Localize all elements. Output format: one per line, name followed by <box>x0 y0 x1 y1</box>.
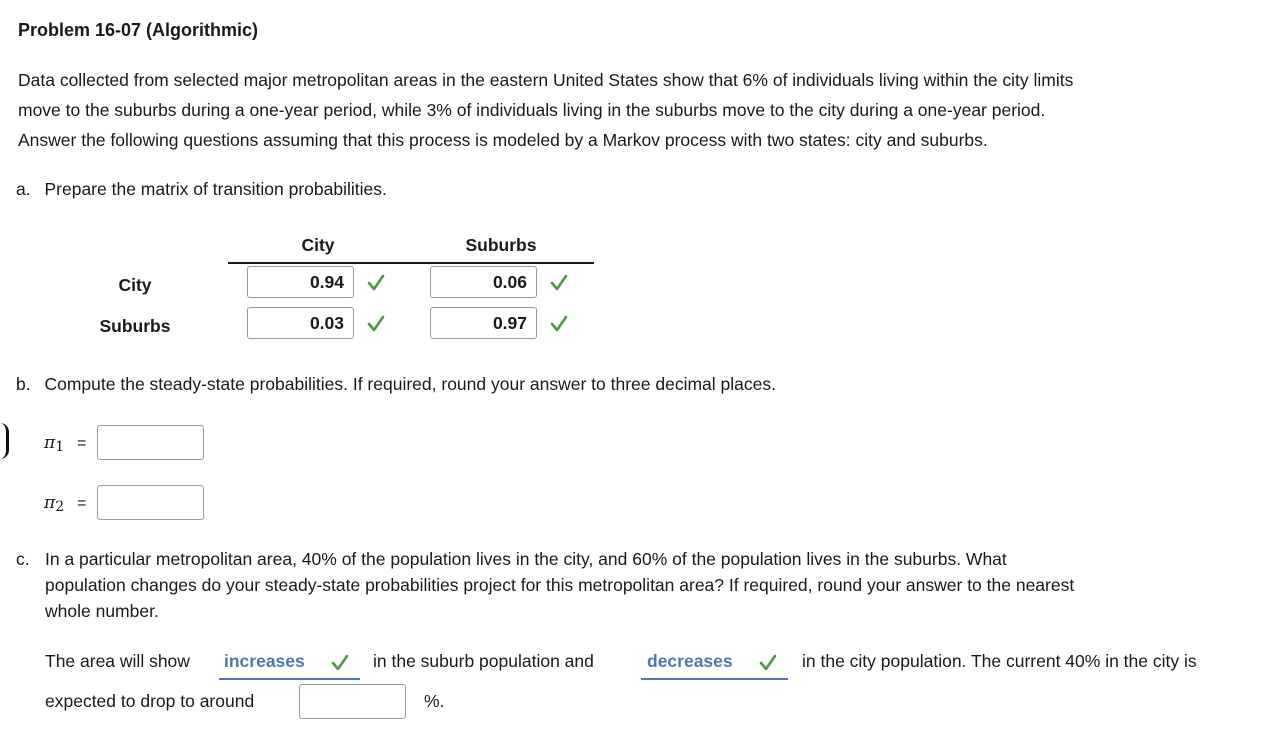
row-header-suburbs: Suburbs <box>99 316 171 336</box>
intro-line: Answer the following questions assuming that this process is modeled by a Markov process with two states: city and suburbs. <box>18 130 988 150</box>
matrix-cell-suburbs-city[interactable]: 0.03 <box>247 307 354 339</box>
city-change-dropdown[interactable] <box>641 650 788 680</box>
row-header-city: City <box>118 275 152 295</box>
checkmark-icon <box>549 273 569 293</box>
intro-line: Data collected from selected major metropolitan areas in the eastern United States show that 6% of individuals living within the city limits <box>18 70 1074 90</box>
checkmark-icon <box>758 653 778 673</box>
part-c-label: c. <box>16 549 30 569</box>
part-c-line: population changes do your steady-state probabilities project for this metropolitan area? If required, round your answer to the nearest <box>45 575 1075 595</box>
matrix-cell-city-city[interactable]: 0.94 <box>247 266 354 298</box>
header-divider <box>228 262 594 264</box>
side-tab[interactable] <box>0 423 9 459</box>
part-c-line: In a particular metropolitan area, 40% of the population lives in the city, and 60% of the population lives in the suburbs. What <box>45 549 1007 569</box>
part-b-label: b. <box>16 374 31 394</box>
sentence-mid: in the suburb population and <box>373 651 594 671</box>
checkmark-icon <box>366 273 386 293</box>
pi1-symbol: $\pi_1$ <box>44 433 65 455</box>
pi2-symbol: $\pi_2$ <box>44 493 65 515</box>
percent-input[interactable] <box>299 684 406 719</box>
pi1-label <box>44 432 86 455</box>
pi1-equals: = <box>76 435 87 452</box>
col-header-suburbs: Suburbs <box>465 235 537 255</box>
checkmark-icon <box>330 653 350 673</box>
pi1-input[interactable] <box>97 425 204 460</box>
col-header-city: City <box>301 235 335 255</box>
pi2-input[interactable] <box>97 485 204 520</box>
sentence-end: in the city population. The current 40% in the city is <box>802 651 1197 671</box>
part-b-text: Compute the steady-state probabilities. If required, round your answer to three decimal places. <box>44 374 776 394</box>
suburb-change-value: increases <box>224 651 305 671</box>
part-c-line: whole number. <box>45 601 159 621</box>
part-c-prompt <box>16 546 1275 624</box>
percent-suffix: %. <box>424 691 445 711</box>
line2-start: expected to drop to around <box>45 691 255 711</box>
part-a-prompt <box>16 179 387 200</box>
problem-intro <box>18 65 1276 155</box>
pi2-label <box>44 492 86 515</box>
pi2-equals: = <box>76 495 87 512</box>
checkmark-icon <box>549 314 569 334</box>
suburb-change-dropdown[interactable] <box>219 650 360 680</box>
intro-line: move to the suburbs during a one-year period, while 3% of individuals living in the suburbs move to the city during a one-year period. <box>18 100 1046 120</box>
matrix-cell-suburbs-suburbs[interactable]: 0.97 <box>430 307 537 339</box>
city-change-value: decreases <box>647 651 733 671</box>
part-a-text: Prepare the matrix of transition probabilities. <box>44 179 387 199</box>
problem-title: Problem 16-07 (Algorithmic) <box>18 20 259 40</box>
part-b-prompt <box>16 374 776 395</box>
checkmark-icon <box>366 314 386 334</box>
part-a-label: a. <box>16 179 31 199</box>
sentence-start: The area will show <box>45 651 190 671</box>
matrix-cell-city-suburbs[interactable]: 0.06 <box>430 266 537 298</box>
